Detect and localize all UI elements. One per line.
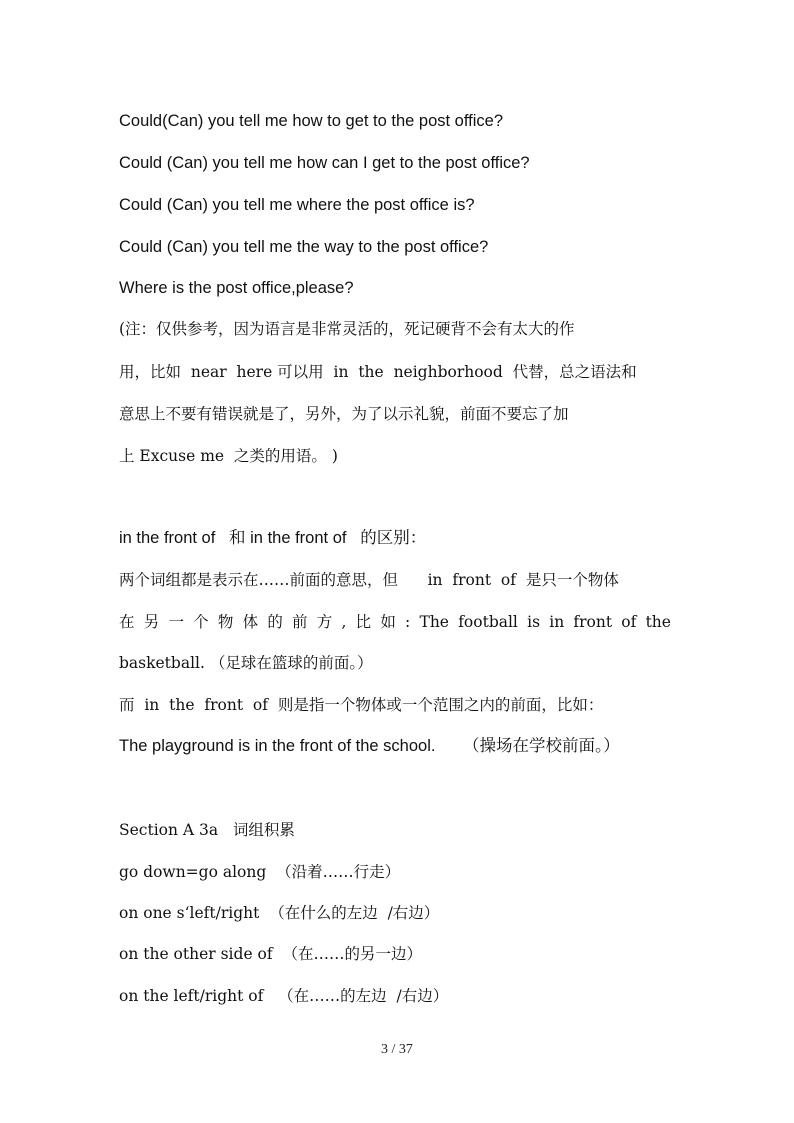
word: in	[549, 613, 565, 631]
phrase-line: on the other side of （在……的另一边）	[119, 945, 422, 963]
note-line: 上 Excuse me 之类的用语。 )	[119, 447, 338, 465]
justified-line	[119, 612, 671, 632]
word: 如	[380, 613, 396, 631]
word: ,	[341, 613, 347, 631]
note-line: 用，比如 near here 可以用 in the neighborhood 代替，总之语法和	[119, 363, 637, 381]
word: the	[645, 613, 671, 631]
text-line: basketball. （足球在篮球的前面。）	[119, 654, 373, 672]
page-number: 3 / 37	[381, 1042, 413, 1057]
word: 的	[267, 613, 283, 631]
text-line: Could (Can) you tell me how can I get to the post office?	[119, 154, 530, 172]
word: front	[573, 613, 613, 631]
word: 在	[119, 613, 135, 631]
word: 另	[143, 613, 160, 631]
word: 前	[292, 613, 308, 631]
note-line: (注：仅供参考，因为语言是非常灵活的，死记硬背不会有太大的作	[119, 320, 575, 338]
text-line: Where is the post office,please?	[119, 279, 354, 297]
text-line: The playground is in the front of the school. （操场在学校前面。）	[119, 737, 620, 755]
text-line: 而 in the front of 则是指一个物体或一个范围之内的前面，比如：	[119, 696, 604, 714]
word: 体	[242, 613, 259, 631]
note-line: 意思上不要有错误就是了，另外，为了以示礼貌，前面不要忘了加	[119, 405, 569, 423]
word: 个	[193, 613, 209, 631]
word: 一	[168, 613, 184, 631]
word: The	[419, 613, 449, 631]
word: football	[458, 613, 518, 631]
word: is	[527, 613, 541, 631]
text-line: Could(Can) you tell me how to get to the post office?	[119, 112, 503, 130]
phrase-line: on one s‘left/right （在什么的左边 /右边）	[119, 904, 440, 922]
text-line: 两个词组都是表示在……前面的意思，但 in front of 是只一个物体	[119, 571, 619, 589]
section-heading: Section A 3a 词组积累	[119, 821, 295, 839]
phrase-line: go down=go along （沿着……行走）	[119, 863, 401, 881]
word: of	[621, 613, 637, 631]
text-line: Could (Can) you tell me the way to the post office?	[119, 238, 489, 256]
text-line: Could (Can) you tell me where the post office is?	[119, 196, 475, 214]
phrase-line: on the left/right of （在……的左边 /右边）	[119, 987, 449, 1005]
word: 方	[316, 613, 333, 631]
word: 比	[355, 613, 372, 631]
word: 物	[217, 613, 234, 631]
word: :	[405, 613, 411, 631]
section-heading: in the front of 和 in the front of 的区别：	[119, 529, 427, 547]
